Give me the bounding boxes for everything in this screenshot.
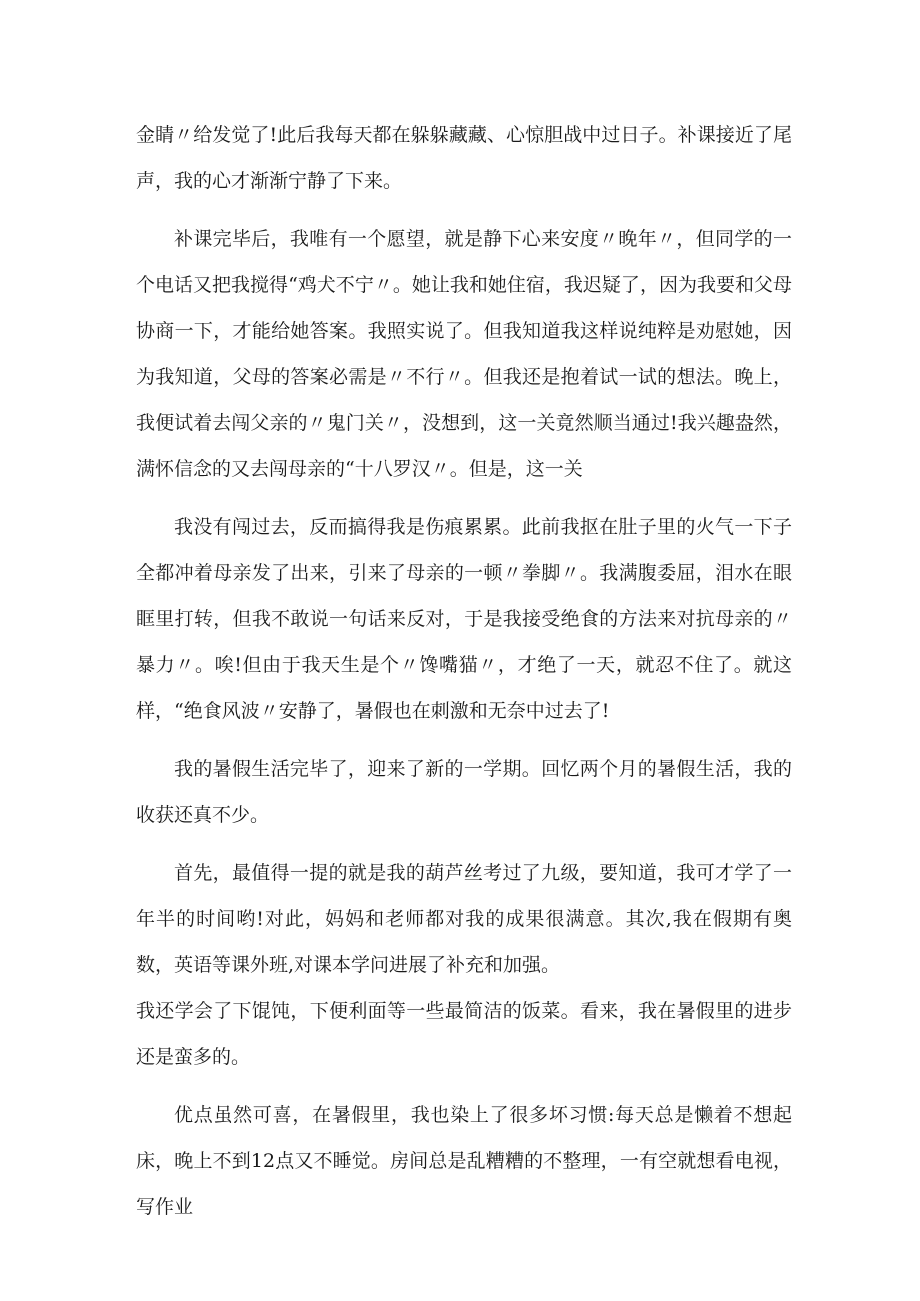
paragraph-1: 金睛〃给发觉了!此后我每天都在躲躲藏藏、心惊胆战中过日子。补课接近了尾声，我的心才渐渐宁静了下来。: [136, 124, 792, 192]
document-body: [136, 112, 792, 1230]
paragraph-7: 优点虽然可喜，在暑假里，我也染上了很多坏习惯:每天总是懒着不想起床，晚上不到12点又不睡觉。房间总是乱糟糟的不整理，一有空就想看电视，写作业: [136, 1104, 792, 1218]
paragraph-2: 补课完毕后，我唯有一个愿望，就是静下心来安度〃晚年〃，但同学的一个电话又把我搅得“鸡犬不宁〃。她让我和她住宿，我迟疑了，因为我要和父母协商一下，才能给她答案。我照实说了。但我知道我这样说纯粹是劝慰她，因为我知道，父母的答案必需是〃不行〃。但我还是抱着试一试的想法。晚上，我便试着去闯父亲的〃鬼门关〃，没想到，这一关竟然顺当通过!我兴趣盎然，满怀信念的又去闯母亲的“十八罗汉〃。但是，这一关: [136, 228, 792, 480]
paragraph-5: 首先，最值得一提的就是我的葫芦丝考过了九级，要知道，我可才学了一年半的时间哟!对此，妈妈和老师都对我的成果很满意。其次,我在假期有奥数，英语等课外班,对课本学问进展了补充和加强。: [136, 862, 792, 976]
paragraph-6: 我还学会了下馄饨，下便利面等一些最简洁的饭菜。看来，我在暑假里的进步还是蛮多的。: [136, 1000, 792, 1068]
paragraph-4: 我的暑假生活完毕了，迎来了新的一学期。回忆两个月的暑假生活，我的收获还真不少。: [136, 758, 792, 826]
paragraph-3: 我没有闯过去，反而搞得我是伤痕累累。此前我抠在肚子里的火气一下子全都冲着母亲发了出来，引来了母亲的一顿〃拳脚〃。我满腹委屈，泪水在眼眶里打转，但我不敢说一句话来反对，于是我接受绝食的方法来对抗母亲的〃暴力〃。唉!但由于我天生是个〃馋嘴猫〃，才绝了一天，就忍不住了。就这样，“绝食风波〃安静了，暑假也在刺激和无奈中过去了!: [136, 516, 792, 722]
